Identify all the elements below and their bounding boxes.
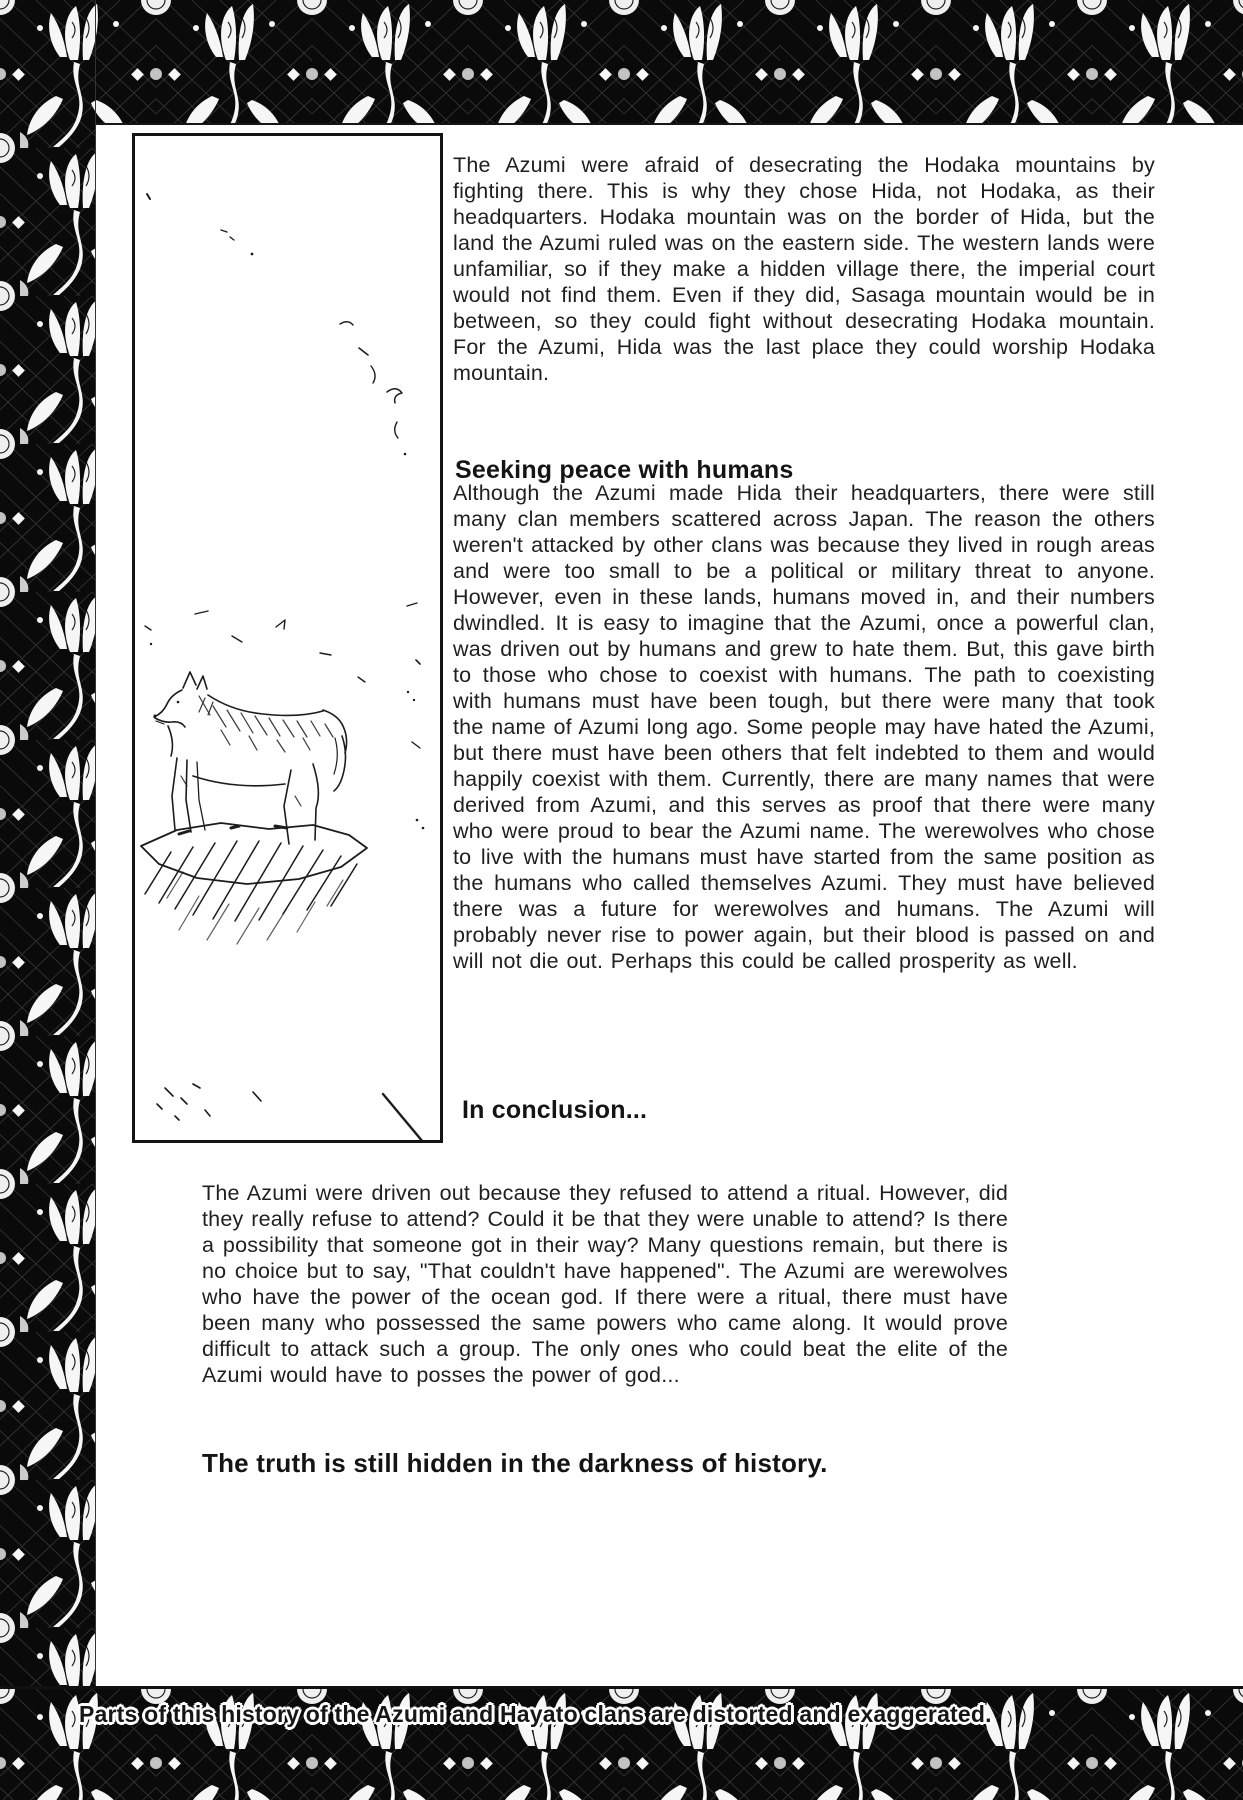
conclusion-paragraph: The Azumi were driven out because they refused to attend a ritual. However, did they really refuse to attend? Could it be that they were unable to attend? Is there a possibility that someone got in their way? Many questions remain, but there is no choice but to say, "That couldn't have happened". The Azumi are werewolves who have the power of the ocean god. If there were a ritual, there must have been many who possessed the same powers who came along. It would prove difficult to attack such a group. The only ones who could beat the elite of the Azumi would have to posses the power of god...: [202, 1181, 1008, 1387]
intro-paragraph: The Azumi were afraid of desecrating the Hodaka mountains by fighting there. This is why they chose Hida, not Hodaka, as their headquarters. Hodaka mountain was on the border of Hida, but the land the Azumi ruled was on the eastern side. The western lands were unfamiliar, so if they make a hidden village there, the imperial court would not find them. Even if they did, Sasaga mountain would be in between, so they could fight without desecrating Hodaka mountain. For the Azumi, Hida was the last place they could worship Hodaka mountain.: [453, 153, 1155, 385]
section-heading-in-conclusion: In conclusion...: [462, 1096, 648, 1124]
wolf-on-rock-sketch: [135, 136, 440, 1140]
illustration-panel: [132, 133, 443, 1143]
bottom-caption: Parts of this history of the Azumi and Hayato clans are distorted and exaggerated.: [79, 1701, 992, 1727]
section-heading-seeking-peace: Seeking peace with humans: [455, 456, 794, 484]
lace-border-top: [0, 0, 1243, 125]
lace-border-left: [0, 0, 96, 1800]
seeking-peace-paragraph: Although the Azumi made Hida their headquarters, there were still many clan members scattered across Japan. The reason the others weren't attacked by other clans was because they lived in rough areas and were too small to be a political or military threat to anyone. However, even in these lands, humans moved in, and their numbers dwindled. It is easy to imagine that the Azumi, once a powerful clan, was driven out by humans and grew to hate them. But, this gave birth to those who chose to coexist with humans. The path to coexisting with humans must have been tough, but there were many that took the name of Azumi long ago. Some people may have hated the Azumi, but there must have been others that felt indebted to them and would happily coexist with them. Currently, there are many names that were derived from Azumi, and this serves as proof that there were many who were proud to bear the Azumi name. The werewolves who chose to live with the humans must have started from the same position as the humans who called themselves Azumi. They must have believed there was a future for werewolves and humans. The Azumi will probably never rise to power again, but their blood is passed on and will not die out. Perhaps this could be called prosperity as well.: [453, 481, 1155, 973]
closing-statement: The truth is still hidden in the darkness of history.: [202, 1448, 828, 1478]
